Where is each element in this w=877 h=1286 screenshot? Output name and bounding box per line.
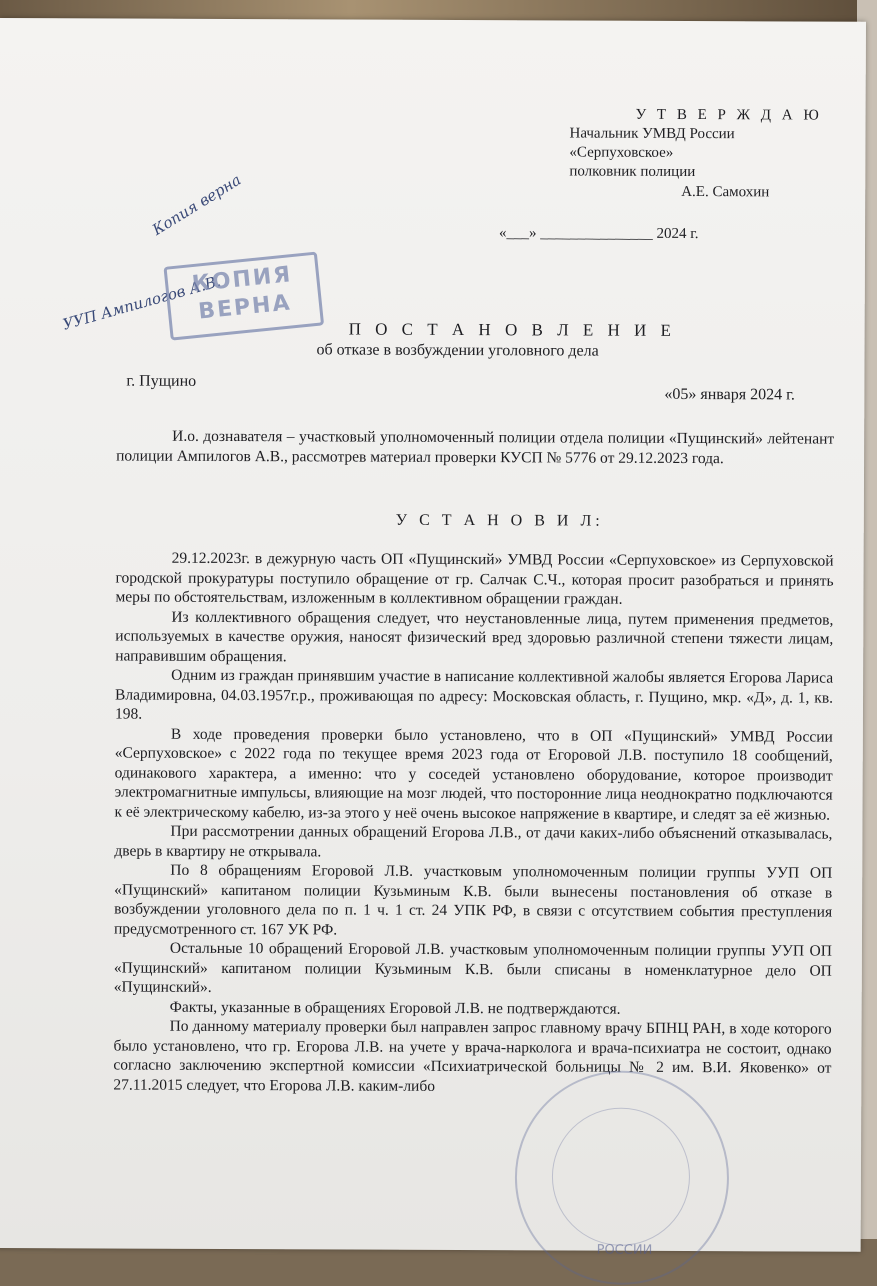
paragraph: При рассмотрении данных обращений Егорова Л.В., от дачи каких-либо объяснений отказывалась, дверь в квартиру не открывала.: [114, 822, 833, 860]
document-city: г. Пущино: [126, 372, 197, 390]
paragraph: По 8 обращениям Егоровой Л.В. участковым уполномоченным полиции группы УУП ОП «Пущинский» капитаном полиции Кузьминым К.В. были вынесены постановления об отказе в возбуждении уголовного дела по п. 1 ч. 1 ст. 24 УПК РФ, в связи с отсутствием события преступления предусмотренного ст. 167 УК РФ.: [113, 861, 833, 938]
round-seal-inner-ring: [552, 1107, 691, 1246]
intro-paragraph-block: [116, 427, 834, 469]
approval-signer: А.Е. Самохин: [681, 183, 770, 201]
handwritten-copy-note: Копия верна: [149, 170, 245, 239]
copy-stamp: [163, 252, 324, 341]
paragraph: Из коллективного обращения следует, что неустановленные лица, путем применения предметов, используемых в качестве оружия, наносят физический вред здоровью различной степени тяжести лицам, направившим обращения.: [115, 608, 834, 665]
paragraph: Остальные 10 обращений Егоровой Л.В. участковым уполномоченным полиции группы УУП ОП «Пущинский» капитаном полиции Кузьминым К.В. были списаны в номенклатурное дело ОП «Пущинский».: [113, 939, 832, 996]
stamp-line-2: ВЕРНА: [197, 290, 293, 325]
paragraph: По данному материалу проверки был направлен запрос главному врачу БПНЦ РАН, в ходе которого было установлено, что гр. Егорова Л.В. на учете у врача-нарколога и врача-психиатра не состоит, однако согласно заключению экспертной комиссии «Психиатрической больницы № 2 им. В.И. Яковенко» от 27.11.2015 следует, что Егорова Л.В. каким-либо: [113, 1017, 832, 1095]
paragraph: Одним из граждан принявшим участие в написание коллективной жалобы является Егорова Лариса Владимировна, 04.03.1957г.р., проживающая по адресу: Московская область, г. Пущино, мкр. «Д», д. 1, кв. 198.: [114, 666, 834, 723]
body-paragraphs: [113, 549, 833, 1098]
approval-rank: полковник полиции: [569, 163, 696, 181]
approval-title: У Т В Е Р Ж Д А Ю: [635, 106, 823, 124]
paragraph: В ходе проведения проверки было установлено, что в ОП «Пущинский» УМВД России «Серпуховское» с 2022 года по текущее время 2023 года от Егоровой Л.В. поступило 18 сообщений, одинакового характера, а именно: что у соседей установлено оборудование, которое производит электромагнитные импульсы, влияющие на мозг людей, что посторонние лица неоднократно подключаются к её электрическому кабелю, из-за этого у неё очень высокое напряжение в квартире, и следят за её жизнью.: [114, 725, 833, 824]
document-page: [0, 18, 866, 1258]
handwritten-signature: УУП Ампилогов А.В.: [60, 271, 223, 334]
seal-text: РОССИИ: [596, 1242, 653, 1258]
document-subtitle: об отказе в возбуждении уголовного дела: [316, 341, 599, 360]
paragraph: Факты, указанные в обращениях Егоровой Л.В. не подтверждаются.: [169, 998, 621, 1018]
document-date: «05» января 2024 г.: [664, 385, 795, 404]
paragraph: 29.12.2023г. в дежурную часть ОП «Пущинский» УМВД России «Серпуховское» из Серпуховской городской прокуратуры поступило обращение от гр. Салчак С.Ч., которая просит разобраться и принять меры по обстоятельствам, изложенным в коллективном обращении граждан.: [115, 549, 834, 608]
stamp-line-1: КОПИЯ: [190, 262, 294, 298]
document-title: П О С Т А Н О В Л Е Н И Е: [348, 319, 676, 340]
approval-department: «Серпуховское»: [569, 144, 674, 161]
section-title: У С Т А Н О В И Л:: [395, 511, 604, 530]
intro-paragraph: И.о. дознавателя – участковый уполномоченный полиции отдела полиции «Пущинский» лейтенант полиции Ампилогов А.В., рассмотрев материал проверки КУСП № 5776 от 29.12.2023 года.: [116, 427, 835, 467]
approval-date-line: «___» _______________ 2024 г.: [499, 225, 699, 243]
round-seal: [514, 1070, 729, 1285]
approval-position: Начальник УМВД России: [569, 125, 735, 143]
